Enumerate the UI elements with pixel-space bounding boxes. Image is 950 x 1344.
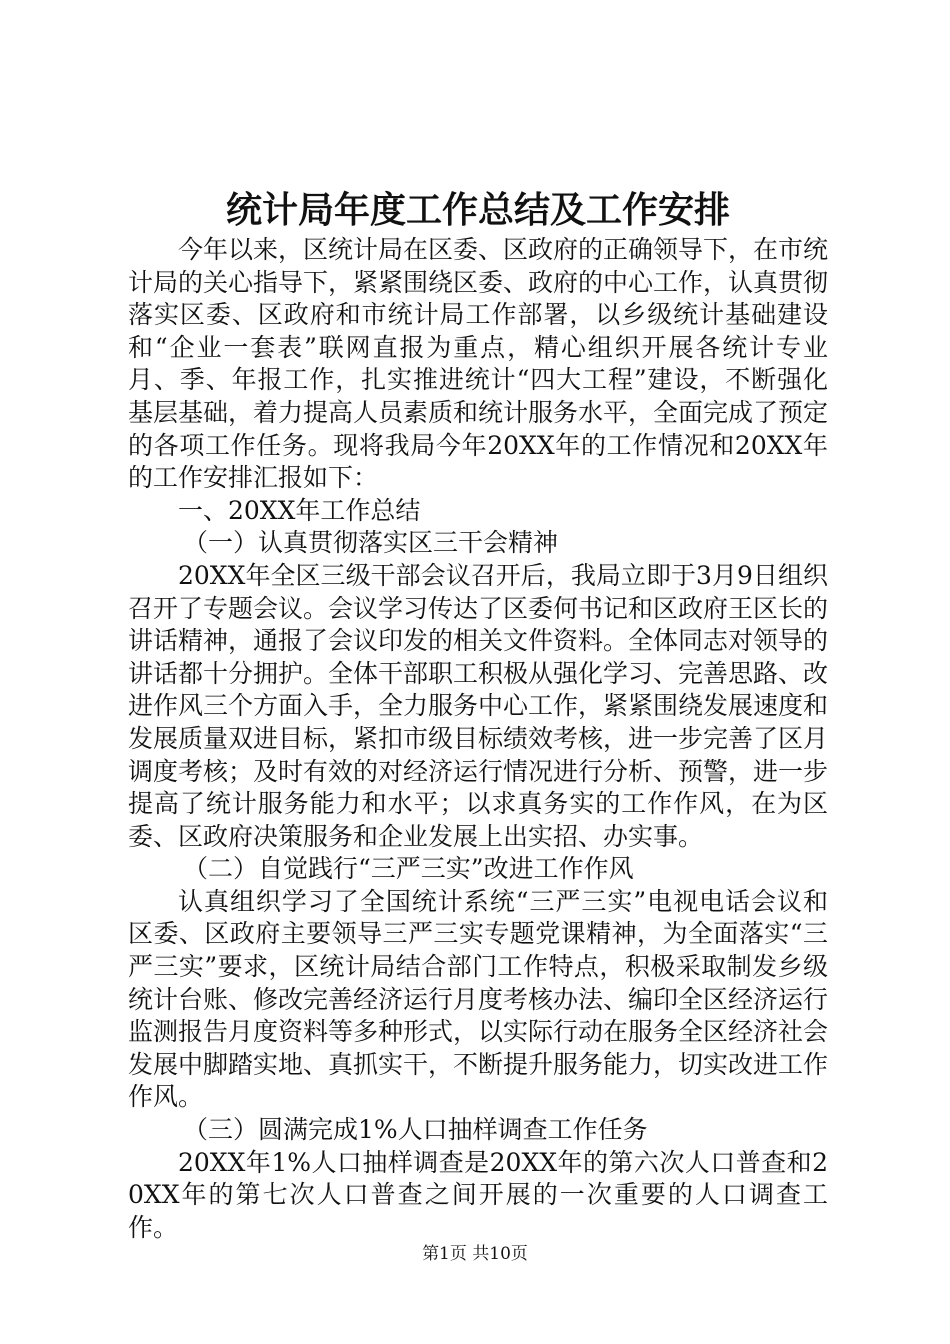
document-title: 统计局年度工作总结及工作安排 (225, 189, 730, 231)
intro-paragraph: 今年以来，区统计局在区委、区政府的正确领导下，在市统计局的关心指导下，紧紧围绕区委、政府的中心工作，认真贯彻落实区委、区政府和市统计局工作部署，以乡级统计基础建设和“企业一套表”联网直报为重点，精心组织开展各统计专业月、季、年报工作，扎实推进统计“四大工程”建设，不断强化基层基础，着力提高人员素质和统计服务水平，全面完成了预定的各项工作任务。现将我局今年20XX年的工作情况和20XX年的工作安排汇报如下： (128, 235, 829, 493)
subsection-heading-3: （三）圆满完成1%人口抽样调查工作任务 (183, 1115, 648, 1145)
subsection-body-3: 20XX年1%人口抽样调查是20XX年的第六次人口普查和20XX年的第七次人口普查之间开展的一次重要的人口调查工作。 (128, 1147, 828, 1242)
subsection-body-2: 认真组织学习了全国统计系统“三严三实”电视电话会议和区委、区政府主要领导三严三实专题党课精神，为全面落实“三严三实”要求，区统计局结合部门工作特点，积极采取制发乡级统计台账、修改完善经济运行月度考核办法、编印全区经济运行监测报告月度资料等多种形式，以实际行动在服务全区经济社会发展中脚踏实地、真抓实干，不断提升服务能力，切实改进工作作风。 (128, 886, 829, 1112)
subsection-body-1: 20XX年全区三级干部会议召开后，我局立即于3月9日组织召开了专题会议。会议学习传达了区委何书记和区政府王区长的讲话精神，通报了会议印发的相关文件资料。全体同志对领导的讲话都十分拥护。全体干部职工积极从强化学习、完善思路、改进作风三个方面入手，全力服务中心工作，紧紧围绕发展速度和发展质量双进目标，紧扣市级目标绩效考核，进一步完善了区月调度考核；及时有效的对经济运行情况进行分析、预警，进一步提高了统计服务能力和水平；以求真务实的工作作风，在为区委、区政府决策服务和企业发展上出实招、办实事。 (128, 560, 829, 851)
subsection-heading-2: （二）自觉践行“三严三实”改进工作作风 (183, 854, 634, 884)
page-number-footer: 第1页 共10页 (422, 1244, 528, 1264)
subsection-heading-1: （一）认真贯彻落实区三干会精神 (183, 528, 559, 558)
document-page (128, 186, 828, 1244)
section-heading-1: 一、20XX年工作总结 (178, 495, 421, 525)
